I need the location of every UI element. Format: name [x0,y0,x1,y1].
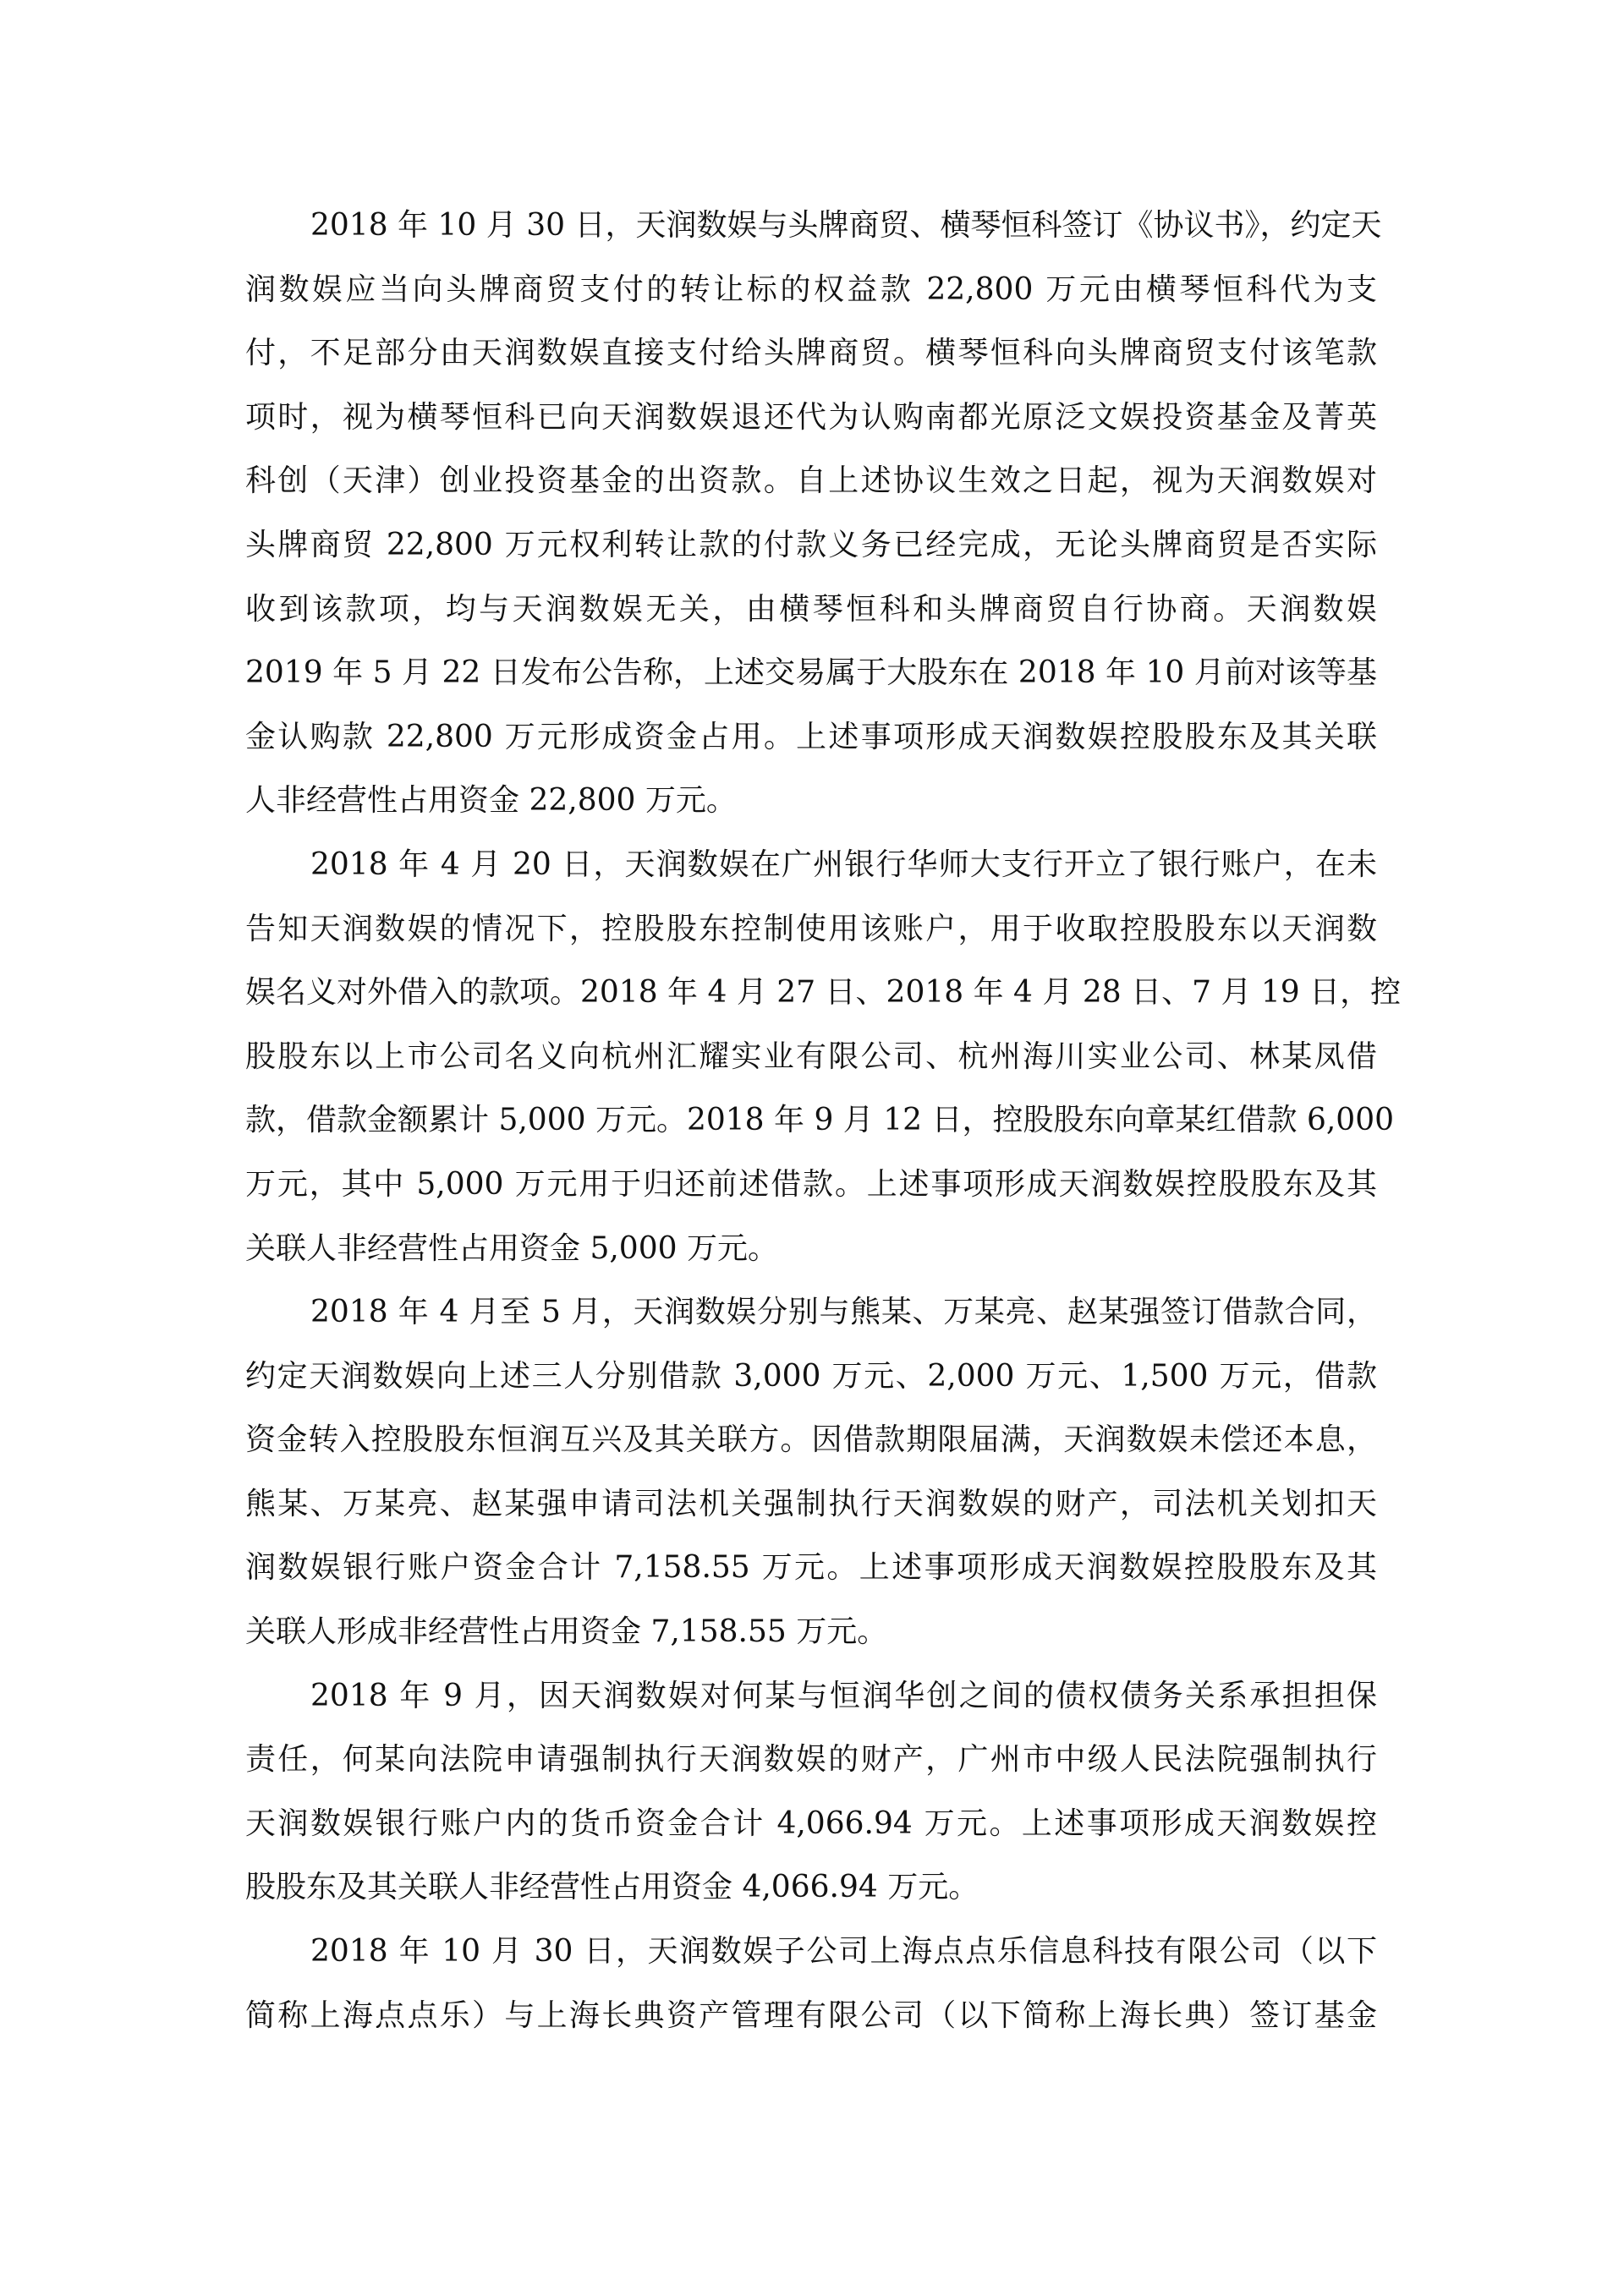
text-line: 头牌商贸 22,800 万元权利转让款的付款义务已经完成，无论头牌商贸是否实际 [245,527,1377,562]
paragraph-agreement-22800 [245,194,1382,833]
text-line: 简称上海点点乐）与上海长典资产管理有限公司（以下简称上海长典）签订基金 [245,1997,1377,2033]
text-line: 股股东以上市公司名义向杭州汇耀实业有限公司、杭州海川实业公司、林某凤借 [245,1038,1377,1074]
text-line: 关联人形成非经营性占用资金 7,158.55 万元。 [245,1614,888,1650]
text-line: 天润数娱银行账户内的货币资金合计 4,066.94 万元。上述事项形成天润数娱控 [245,1806,1377,1841]
text-line: 约定天润数娱向上述三人分别借款 3,000 万元、2,000 万元、1,500 万元，借款 [245,1358,1377,1394]
text-line: 款，借款金额累计 5,000 万元。2018 年 9 月 12 日，控股股东向章某红借款 6,000 [245,1103,1394,1138]
text-line: 熊某、万某亮、赵某强申请司法机关强制执行天润数娱的财产，司法机关划扣天 [245,1486,1377,1521]
text-line: 润数娱银行账户资金合计 7,158.55 万元。上述事项形成天润数娱控股股东及其 [245,1550,1377,1586]
text-line: 告知天润数娱的情况下，控股股东控制使用该账户，用于收取控股股东以天润数 [245,911,1377,946]
text-line: 2018 年 4 月至 5 月，天润数娱分别与熊某、万某亮、赵某强签订借款合同， [310,1295,1377,1330]
paragraph-guarantee-4066 [245,1664,1377,1920]
text-line: 金认购款 22,800 万元形成资金占用。上述事项形成天润数娱控股股东及其关联 [245,719,1377,754]
text-line: 2018 年 4 月 20 日，天润数娱在广州银行华师大支行开立了银行账户，在未 [310,847,1377,882]
paragraph-bank-account-5000 [245,833,1402,1280]
text-line: 万元，其中 5,000 万元用于归还前述借款。上述事项形成天润数娱控股股东及其 [245,1166,1377,1202]
text-line: 娱名义对外借入的款项。2018 年 4 月 27 日、2018 年 4 月 28 日、7 月 19 日，控 [245,975,1402,1011]
text-line: 2019 年 5 月 22 日发布公告称，上述交易属于大股东在 2018 年 10 月前对该等基 [245,655,1377,691]
text-line: 股股东及其关联人非经营性占用资金 4,066.94 万元。 [245,1870,979,1905]
document-page [245,194,1402,2047]
paragraph-loan-contracts-7158 [245,1280,1377,1664]
text-line: 润数娱应当向头牌商贸支付的转让标的权益款 22,800 万元由横琴恒科代为支 [245,271,1377,307]
text-line: 关联人非经营性占用资金 5,000 万元。 [245,1230,778,1266]
text-line: 收到该款项，均与天润数娱无关，由横琴恒科和头牌商贸自行协商。天润数娱 [245,591,1377,627]
text-line: 2018 年 9 月，因天润数娱对何某与恒润华创之间的债权债务关系承担担保 [310,1678,1377,1713]
text-line: 2018 年 10 月 30 日，天润数娱与头牌商贸、横琴恒科签订《协议书》，约定天 [310,208,1382,243]
text-line: 资金转入控股股东恒润互兴及其关联方。因借款期限届满，天润数娱未偿还本息， [245,1422,1377,1458]
text-line: 项时，视为横琴恒科已向天润数娱退还代为认购南都光原泛文娱投资基金及菁英 [245,399,1377,435]
text-line: 责任，何某向法院申请强制执行天润数娱的财产，广州市中级人民法院强制执行 [245,1742,1377,1778]
text-line: 2018 年 10 月 30 日，天润数娱子公司上海点点乐信息科技有限公司（以下 [310,1934,1377,1970]
paragraph-subsidiary-fund [245,1920,1377,2047]
text-line: 科创（天津）创业投资基金的出资款。自上述协议生效之日起，视为天润数娱对 [245,463,1377,499]
text-line: 人非经营性占用资金 22,800 万元。 [245,783,737,819]
text-line: 付，不足部分由天润数娱直接支付给头牌商贸。横琴恒科向头牌商贸支付该笔款 [245,336,1377,371]
